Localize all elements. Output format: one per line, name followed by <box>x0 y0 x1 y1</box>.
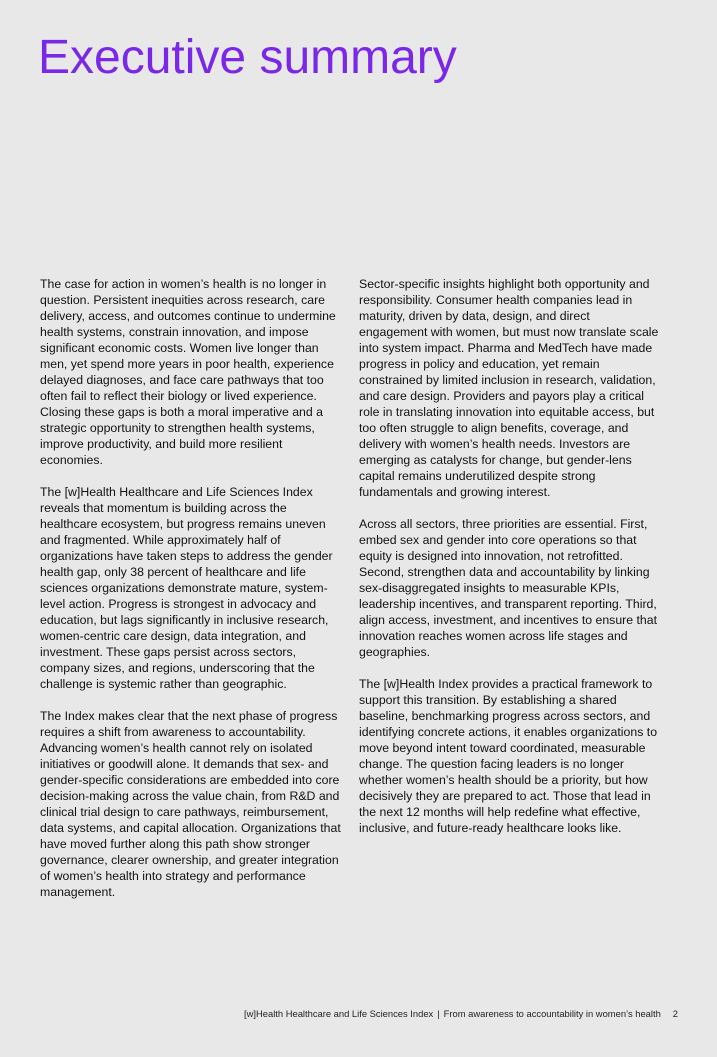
footer-subtitle: From awareness to accountability in women’s health <box>443 1008 661 1019</box>
body-paragraph: The [w]Health Index provides a practical framework to support this transition. By establishing a shared baseline, benchmarking progress across sectors, and identifying concrete actions, it enables organizations to move beyond intent toward coordinated, measurable change. The question facing leaders is no longer whether women’s health should be a priority, but how decisively they are prepared to act. Those that lead in the next 12 months will help redefine what effective, inclusive, and future-ready healthcare looks like. <box>359 677 658 835</box>
page-footer <box>244 1008 678 1020</box>
page-title: Executive summary <box>38 31 457 84</box>
page-number: 2 <box>672 1008 678 1019</box>
left-column <box>40 276 342 916</box>
body-paragraph: Across all sectors, three priorities are essential. First, embed sex and gender into core operations so that equity is designed into innovation, not retrofitted. Second, strengthen data and accountability by linking sex-disaggregated insights to measurable KPIs, leadership incentives, and transparent reporting. Third, align access, investment, and incentives to ensure that innovation reaches women across life stages and geographies. <box>359 517 658 659</box>
footer-report-name: [w]Health Healthcare and Life Sciences Index <box>244 1008 434 1019</box>
body-paragraph: The [w]Health Healthcare and Life Sciences Index reveals that momentum is building across the healthcare ecosystem, but progress remains uneven and fragmented. While approximately half of organizations have taken steps to address the gender health gap, only 38 percent of healthcare and life sciences organizations demonstrate mature, system-level action. Progress is strongest in advocacy and education, but lags significantly in inclusive research, women-centric care design, data integration, and investment. These gaps persist across sectors, company sizes, and regions, underscoring that the challenge is systemic rather than geographic. <box>40 485 333 691</box>
body-paragraph: The case for action in women’s health is no longer in question. Persistent inequities across research, care delivery, access, and outcomes continue to undermine health systems, constrain innovation, and impose significant economic costs. Women live longer than men, yet spend more years in poor health, experience delayed diagnoses, and face care pathways that too often fail to reflect their biology or lived experience. Closing these gaps is both a moral imperative and a strategic opportunity to strengthen health systems, improve productivity, and build more resilient economies. <box>40 277 336 467</box>
body-paragraph: The Index makes clear that the next phase of progress requires a shift from awareness to accountability. Advancing women’s health cannot rely on isolated initiatives or goodwill alone. It demands that sex- and gender-specific considerations are embedded into core decision-making across the value chain, from R&D and clinical trial design to care pathways, reimbursement, data systems, and capital allocation. Organizations that have moved further along this path show stronger governance, clearer ownership, and greater integration of women’s health into strategy and performance management. <box>40 709 341 899</box>
body-paragraph: Sector-specific insights highlight both opportunity and responsibility. Consumer health companies lead in maturity, driven by data, design, and direct engagement with women, but must now translate scale into system impact. Pharma and MedTech have made progress in policy and education, yet remain constrained by limited inclusion in research, validation, and care design. Providers and payors play a critical role in translating innovation into equitable access, but too often struggle to align benefits, coverage, and delivery with women’s health needs. Investors are emerging as catalysts for change, but gender-lens capital remains underutilized despite strong fundamentals and growing interest. <box>359 277 659 499</box>
right-column <box>359 276 659 852</box>
footer-separator: | <box>437 1008 440 1019</box>
